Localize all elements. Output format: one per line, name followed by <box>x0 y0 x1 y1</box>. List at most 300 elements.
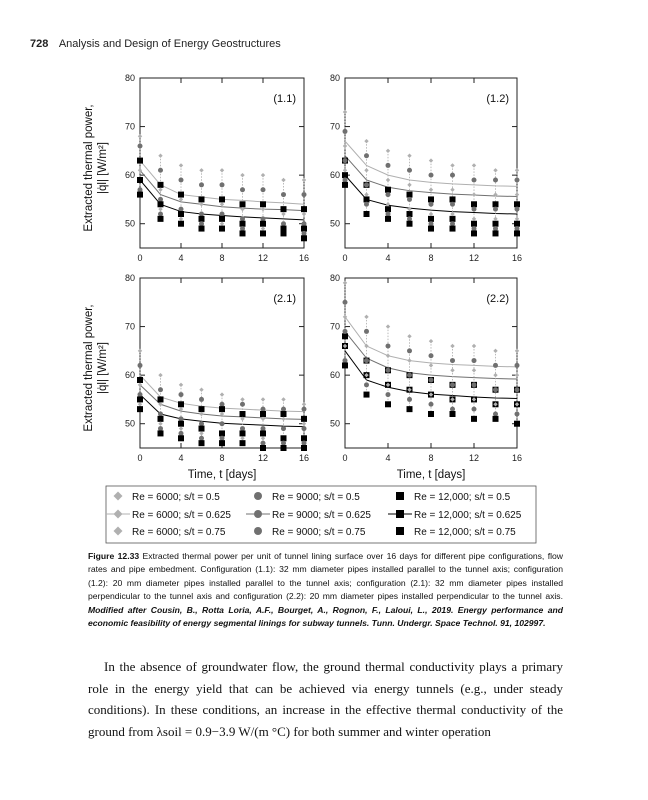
data-point <box>199 440 205 446</box>
data-point <box>281 221 286 226</box>
chart-panel-2.2 <box>330 273 522 463</box>
x-tick-label: 0 <box>342 253 348 263</box>
data-point <box>158 416 164 422</box>
data-point <box>386 368 391 373</box>
data-point <box>281 435 287 441</box>
chart-panel-1.2 <box>330 73 522 263</box>
data-point <box>240 436 244 440</box>
data-point <box>178 221 184 227</box>
data-point <box>138 349 142 353</box>
data-point <box>220 182 225 187</box>
data-point <box>220 402 225 407</box>
data-point <box>364 139 368 143</box>
data-point <box>220 436 225 441</box>
data-point <box>220 202 224 206</box>
data-point <box>281 192 286 197</box>
data-point <box>240 187 245 192</box>
data-point <box>385 401 391 407</box>
legend-item-label: Re = 12,000; s/t = 0.625 <box>414 510 522 521</box>
legend-item-label: Re = 12,000; s/t = 0.75 <box>414 527 516 538</box>
data-point <box>472 192 476 196</box>
y-tick-label: 50 <box>124 418 135 429</box>
data-point <box>428 226 434 232</box>
data-point <box>515 168 519 172</box>
data-point <box>515 412 520 417</box>
legend-item-label: Re = 9000; s/t = 0.75 <box>272 527 366 538</box>
data-point <box>515 178 520 183</box>
body-paragraph: In the absence of groundwater flow, the ground thermal conductivity plays a primary role in the energy yield that can be achieved via energy tunnels (e.g., under steady conditions). In these conditions, an increase in the effective thermal conductivity of the ground from λsoil = 0.9−3.9 W/(m °C) for both summer and winter operation <box>88 659 563 739</box>
data-point <box>450 358 455 363</box>
data-point <box>493 217 497 221</box>
data-point <box>220 222 224 226</box>
data-point <box>493 387 498 392</box>
data-point <box>450 216 456 222</box>
data-point <box>302 212 306 216</box>
data-point <box>199 406 205 412</box>
data-point <box>429 378 434 383</box>
data-point <box>199 397 204 402</box>
x-tick-label: 0 <box>137 253 143 263</box>
data-point <box>472 358 477 363</box>
chart-panel-1.1 <box>125 73 309 263</box>
data-point <box>493 363 498 368</box>
data-point <box>137 158 143 164</box>
legend <box>106 486 536 543</box>
data-point <box>137 377 143 383</box>
page-number: 728 <box>30 38 49 50</box>
data-point <box>260 445 266 451</box>
data-point <box>260 221 266 227</box>
data-point <box>261 187 266 192</box>
data-point <box>138 402 142 406</box>
data-point <box>407 168 412 173</box>
data-point <box>178 401 184 407</box>
data-point <box>240 397 244 401</box>
data-point <box>343 281 347 285</box>
data-point <box>179 383 183 387</box>
x-tick-label: 0 <box>137 453 143 463</box>
data-point <box>450 212 454 216</box>
data-point <box>302 231 307 236</box>
data-point <box>472 344 476 348</box>
data-point <box>281 178 285 182</box>
data-point <box>261 173 265 177</box>
y-axis-title-1 <box>83 104 109 231</box>
data-point <box>281 206 287 212</box>
data-point <box>240 226 245 231</box>
chart-panel-2.1 <box>125 273 309 463</box>
data-point <box>493 412 498 417</box>
y-tick-label: 60 <box>124 170 135 181</box>
data-point <box>281 212 285 216</box>
data-point <box>219 216 225 222</box>
data-point <box>472 226 477 231</box>
data-point <box>514 201 520 207</box>
legend-marker <box>114 510 123 519</box>
data-point <box>179 207 184 212</box>
data-point <box>386 212 391 217</box>
data-point <box>179 163 183 167</box>
data-point <box>364 168 368 172</box>
data-point <box>407 348 412 353</box>
panel-label: (2.2) <box>486 293 509 305</box>
legend-item-label: Re = 12,000; s/t = 0.5 <box>414 492 511 503</box>
data-point <box>343 158 348 163</box>
data-point <box>137 396 143 402</box>
data-point <box>301 416 307 422</box>
data-point <box>429 202 434 207</box>
data-point <box>199 431 203 435</box>
data-point <box>493 207 498 212</box>
y-tick-label: 80 <box>329 273 340 283</box>
data-point <box>364 329 369 334</box>
data-point <box>302 402 306 406</box>
x-tick-label: 4 <box>178 453 184 463</box>
data-point <box>364 182 369 187</box>
legend-marker <box>254 527 262 535</box>
data-point <box>220 212 225 217</box>
data-point <box>281 441 286 446</box>
data-point <box>407 373 412 378</box>
y-tick-label: 70 <box>329 121 340 132</box>
data-point <box>240 411 246 417</box>
data-point <box>386 392 391 397</box>
data-point <box>219 406 225 412</box>
data-point <box>302 178 306 182</box>
data-point <box>429 221 434 226</box>
data-point <box>364 382 369 387</box>
y-tick-label: 70 <box>124 321 135 332</box>
y-tick-label: 50 <box>329 418 340 429</box>
data-point <box>302 422 306 426</box>
data-point <box>240 201 246 207</box>
data-point <box>261 207 265 211</box>
y-tick-label: 80 <box>329 73 340 83</box>
data-point <box>472 368 476 372</box>
data-point <box>158 422 162 426</box>
data-point <box>179 392 184 397</box>
data-point <box>450 382 455 387</box>
data-point <box>407 397 412 402</box>
data-point <box>178 421 184 427</box>
data-point <box>471 201 477 207</box>
data-point <box>281 230 287 236</box>
data-point <box>515 226 520 231</box>
data-point <box>261 426 266 431</box>
data-point <box>260 201 266 207</box>
data-point <box>261 441 266 446</box>
data-point <box>240 402 245 407</box>
y-axis-title-line2: |q̇l| [W/m²] <box>97 142 109 194</box>
x-tick-label: 8 <box>219 453 225 463</box>
legend-item-label: Re = 6000; s/t = 0.625 <box>132 510 231 521</box>
data-point <box>281 426 286 431</box>
data-point <box>158 373 162 377</box>
y-tick-label: 70 <box>329 321 340 332</box>
data-point <box>137 406 143 412</box>
legend-marker <box>254 510 262 518</box>
x-tick-label: 12 <box>257 253 269 263</box>
data-point <box>472 163 476 167</box>
panel-label: (2.1) <box>273 293 296 305</box>
data-point <box>158 216 164 222</box>
data-point <box>385 206 391 212</box>
data-point <box>240 173 244 177</box>
data-point <box>386 192 391 197</box>
data-point <box>179 431 184 436</box>
data-point <box>450 368 454 372</box>
data-point <box>493 349 497 353</box>
data-point <box>158 197 163 202</box>
data-point <box>515 349 519 353</box>
legend-marker <box>396 527 404 535</box>
y-tick-label: 50 <box>329 218 340 229</box>
data-point <box>199 221 204 226</box>
y-tick-label: 60 <box>329 170 340 181</box>
y-axis-title-line1: Extracted thermal power, <box>83 304 95 432</box>
data-point <box>342 182 348 188</box>
legend-item-label: Re = 9000; s/t = 0.625 <box>272 510 371 521</box>
data-point <box>199 226 205 232</box>
data-point <box>429 173 434 178</box>
data-point <box>450 226 456 232</box>
data-point <box>220 392 224 396</box>
data-point <box>261 226 265 230</box>
data-point <box>301 435 307 441</box>
data-point <box>407 358 411 362</box>
data-point <box>450 407 455 412</box>
data-point <box>514 221 520 227</box>
data-point <box>199 196 205 202</box>
data-point <box>199 168 203 172</box>
data-point <box>138 363 143 368</box>
data-point <box>199 421 204 426</box>
legend-marker <box>396 510 404 518</box>
data-point <box>472 178 477 183</box>
data-point <box>260 230 266 236</box>
data-point <box>493 373 497 377</box>
y-tick-label: 60 <box>124 370 135 381</box>
data-point <box>302 441 307 446</box>
data-point <box>261 397 265 401</box>
data-point <box>240 430 246 436</box>
data-point <box>302 426 307 431</box>
data-point <box>240 440 246 446</box>
data-point <box>281 397 285 401</box>
legend-item-label: Re = 6000; s/t = 0.5 <box>132 492 220 503</box>
data-point <box>158 212 163 217</box>
data-point <box>472 217 476 221</box>
data-point <box>138 144 143 149</box>
x-tick-label: 4 <box>178 253 184 263</box>
data-point <box>364 211 370 217</box>
data-point <box>343 178 348 183</box>
data-point <box>428 216 434 222</box>
data-point <box>301 445 307 451</box>
y-axis-title-line2: |q̇l| [W/m²] <box>97 342 109 394</box>
data-point <box>158 387 163 392</box>
data-point <box>158 201 164 207</box>
x-tick-label: 8 <box>428 453 434 463</box>
data-point <box>343 168 347 172</box>
data-point <box>158 426 163 431</box>
data-point <box>514 421 520 427</box>
data-point <box>179 217 183 221</box>
legend-marker <box>396 492 404 500</box>
data-point <box>493 168 497 172</box>
y-tick-label: 80 <box>124 73 135 83</box>
data-point <box>472 382 477 387</box>
data-point <box>281 445 287 451</box>
data-point <box>450 221 455 226</box>
data-point <box>364 192 368 196</box>
x-axis-title: Time, t [days] <box>396 469 466 481</box>
data-point <box>343 110 347 114</box>
data-point <box>219 430 225 436</box>
y-tick-label: 80 <box>124 273 135 283</box>
data-point <box>281 411 287 417</box>
data-point <box>428 196 434 202</box>
data-point <box>493 178 498 183</box>
data-point <box>179 178 184 183</box>
data-point <box>450 163 454 167</box>
legend-item-label: Re = 6000; s/t = 0.75 <box>132 527 226 538</box>
data-point <box>199 412 203 416</box>
data-point <box>138 134 142 138</box>
y-tick-label: 70 <box>124 121 135 132</box>
data-point <box>471 221 477 227</box>
data-point <box>429 353 434 358</box>
data-point <box>407 334 411 338</box>
data-point <box>407 192 413 198</box>
data-point <box>260 430 266 436</box>
data-point <box>199 202 203 206</box>
data-point <box>343 358 348 363</box>
data-point <box>493 226 498 231</box>
data-point <box>407 197 412 202</box>
data-point <box>493 416 499 422</box>
data-point <box>199 426 205 432</box>
data-point <box>178 211 184 217</box>
data-point <box>343 144 347 148</box>
data-point <box>429 188 433 192</box>
data-point <box>158 430 164 436</box>
data-point <box>471 230 477 236</box>
data-point <box>158 188 162 192</box>
data-point <box>450 344 454 348</box>
data-point <box>364 315 368 319</box>
data-point <box>158 412 163 417</box>
x-tick-label: 16 <box>298 253 310 263</box>
data-point <box>429 158 433 162</box>
data-point <box>471 416 477 422</box>
data-point <box>260 411 266 417</box>
data-point <box>199 436 204 441</box>
data-point <box>302 192 307 197</box>
data-point <box>343 300 348 305</box>
data-point <box>450 188 454 192</box>
data-point <box>199 212 204 217</box>
data-point <box>450 202 455 207</box>
data-point <box>364 153 369 158</box>
data-point <box>450 173 455 178</box>
data-point <box>386 163 391 168</box>
caption-text: Extracted thermal power per unit of tunnel lining surface over 16 days for different pipe configurations, flow rates and pipe embedment. Configuration (1.1): 32 mm diameter pipes installed parallel to the tunnel axis; configuration (1.2): 20 mm diameter pipes installed parallel to the tunnel axis; configuration (2.1): 32 mm diameter pipes installed perpendicular to the tunnel axis and configuration (2.2): 20 mm diameter pipes installed perpendicular to the tunnel axis. <box>88 551 563 602</box>
x-tick-label: 0 <box>342 453 348 463</box>
x-tick-label: 12 <box>257 453 269 463</box>
data-point <box>219 196 225 202</box>
x-tick-label: 16 <box>511 453 523 463</box>
x-tick-label: 8 <box>219 253 225 263</box>
data-point <box>407 221 413 227</box>
data-point <box>178 435 184 441</box>
data-point <box>342 172 348 178</box>
y-tick-label: 50 <box>124 218 135 229</box>
data-point <box>386 178 390 182</box>
data-point <box>301 226 307 232</box>
data-point <box>364 358 369 363</box>
data-point <box>386 149 390 153</box>
x-tick-label: 12 <box>468 253 480 263</box>
data-point <box>342 333 348 339</box>
data-point <box>220 421 225 426</box>
data-point <box>281 417 285 421</box>
data-point <box>386 344 391 349</box>
data-point <box>199 216 205 222</box>
data-point <box>407 183 411 187</box>
y-axis-title-line1: Extracted thermal power, <box>83 104 95 232</box>
data-point <box>220 168 224 172</box>
data-point <box>472 407 477 412</box>
data-point <box>301 235 307 241</box>
data-point <box>386 354 390 358</box>
data-point <box>343 129 348 134</box>
data-point <box>219 226 225 232</box>
data-point <box>261 407 266 412</box>
data-point <box>493 201 499 207</box>
data-point <box>407 211 413 217</box>
data-point <box>240 426 245 431</box>
data-point <box>281 407 286 412</box>
data-point <box>137 177 143 183</box>
data-point <box>514 230 520 236</box>
data-point <box>302 407 307 412</box>
panel-label: (1.2) <box>486 93 509 105</box>
data-point <box>240 221 246 227</box>
data-point <box>450 411 456 417</box>
x-tick-label: 12 <box>468 453 480 463</box>
data-point <box>515 363 520 368</box>
data-point <box>240 230 246 236</box>
data-point <box>385 216 391 222</box>
data-point <box>301 206 307 212</box>
data-point <box>178 192 184 198</box>
data-point <box>219 440 225 446</box>
data-point <box>137 192 143 198</box>
data-point <box>364 202 369 207</box>
data-point <box>472 207 477 212</box>
data-point <box>158 154 162 158</box>
x-axis-title: Time, t [days] <box>187 469 257 481</box>
data-point <box>450 196 456 202</box>
x-tick-label: 4 <box>385 453 391 463</box>
data-point <box>515 373 519 377</box>
data-point <box>386 324 390 328</box>
data-point <box>429 339 433 343</box>
legend-marker <box>114 527 123 536</box>
data-point <box>407 154 411 158</box>
data-point <box>158 182 164 188</box>
